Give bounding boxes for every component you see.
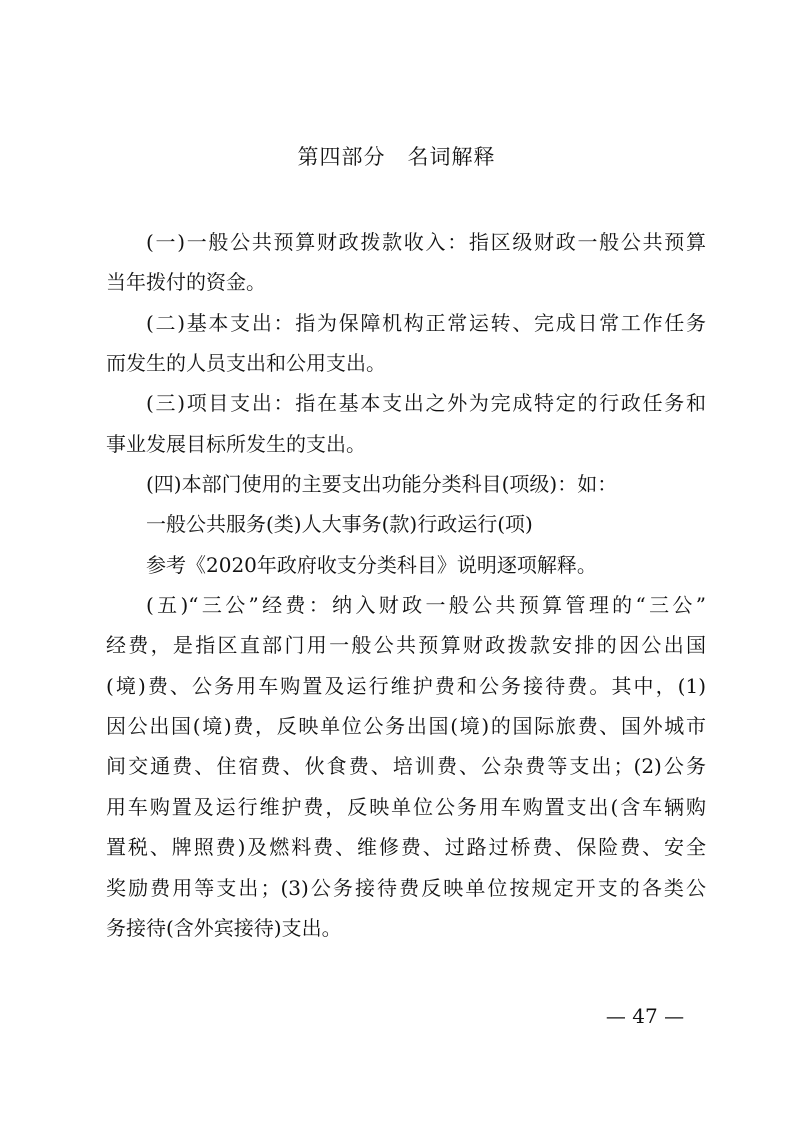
text-line: 参考《2020年政府收支分类科目》说明逐项解释。 [146,552,597,577]
text-line: (三)项目支出：指在基本支出之外为完成特定的行政任务和 [146,391,706,416]
document-body [106,226,706,952]
text-line: (四)本部门使用的主要支出功能分类科目(项级)：如： [146,472,618,497]
text-line: 间交通费、住宿费、伙食费、培训费、公杂费等支出；(2)公务 [106,754,706,779]
text-line: 事业发展目标所发生的支出。 [106,431,366,456]
text-line: (五)“三公”经费：纳入财政一般公共预算管理的“三公” [146,593,706,618]
text-line: 一般公共服务(类)人大事务(款)行政运行(项) [146,512,533,537]
text-line: 奖励费用等支出；(3)公务接待费反映单位按规定开支的各类公 [106,875,706,900]
text-line: 用车购置及运行维护费，反映单位公务用车购置支出(含车辆购 [106,794,706,819]
text-line: (二)基本支出：指为保障机构正常运转、完成日常工作任务 [146,310,706,335]
text-line: (境)费、公务用车购置及运行维护费和公务接待费。其中，(1) [106,673,706,698]
text-line: 务接待(含外宾接待)支出。 [106,915,342,940]
page-number: — 47 — [605,1004,685,1028]
text-line: 当年拨付的资金。 [106,270,266,295]
text-line: (一)一般公共预算财政拨款收入：指区级财政一般公共预算 [146,230,706,254]
section-title: 第四部分 名词解释 [297,145,496,169]
text-line: 因公出国(境)费，反映单位公务出国(境)的国际旅费、国外城市 [106,714,706,739]
text-line: 而发生的人员支出和公用支出。 [106,351,386,376]
text-line: 置税、牌照费)及燃料费、维修费、过路过桥费、保险费、安全 [106,835,706,860]
text-line: 经费，是指区直部门用一般公共预算财政拨款安排的因公出国 [106,633,706,658]
